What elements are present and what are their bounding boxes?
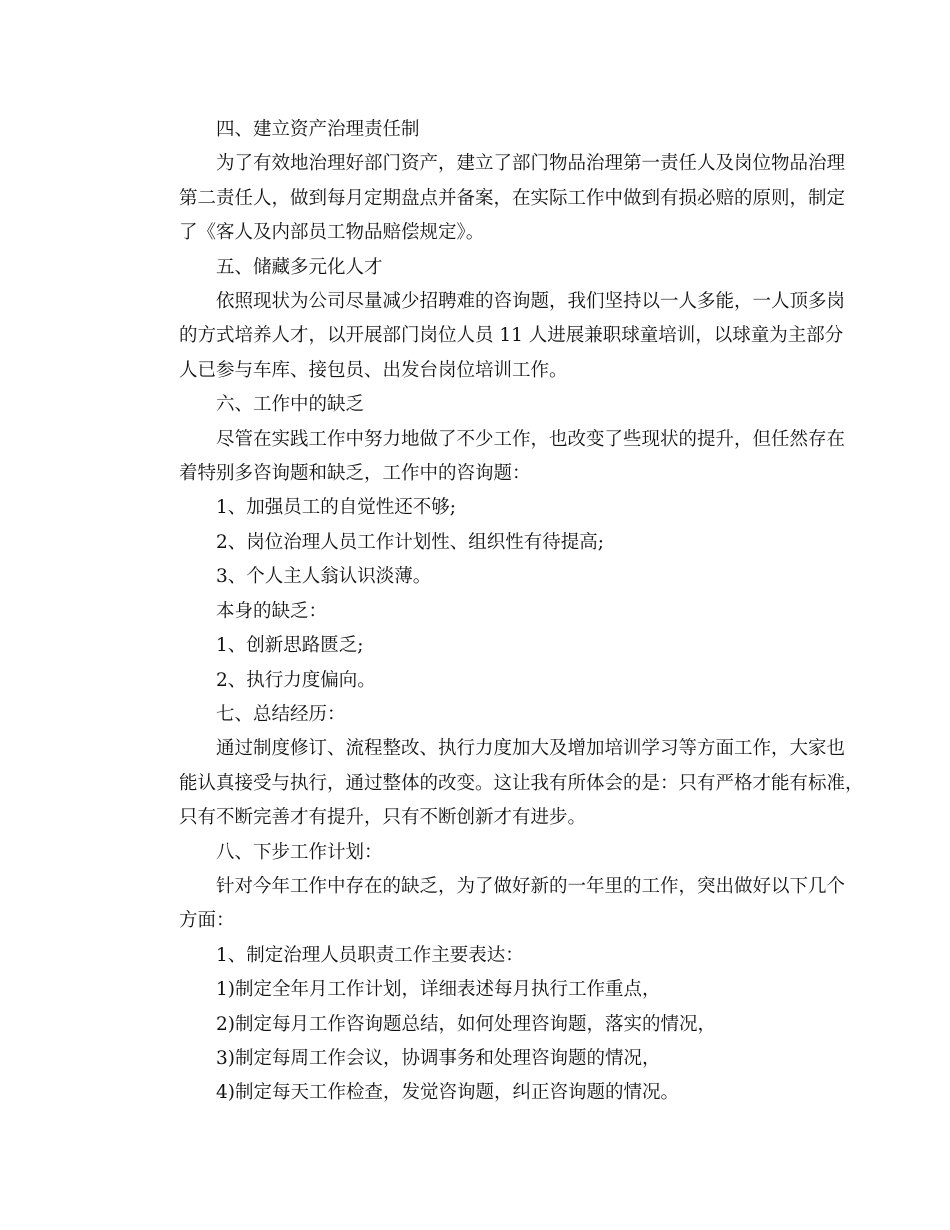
document-body <box>142 113 864 1111</box>
text-line: 通过制度修订、流程整改、执行力度加大及增加培训学习等方面工作，大家也 <box>216 738 846 760</box>
text-line: 为了有效地治理好部门资产，建立了部门物品治理第一责任人及岗位物品治理 <box>216 153 846 175</box>
list-item <box>142 526 827 560</box>
text-line: 第二责任人，做到每月定期盘点并备案，在实际工作中做到有损必赔的原则，制定 <box>179 187 846 209</box>
text-line: 了《客人及内部员工物品赔偿规定》。 <box>179 222 485 244</box>
text-line: 依照现状为公司尽量减少招聘难的咨询题，我们坚持以一人多能，一人顶多岗 <box>216 291 846 313</box>
sub-heading-self-shortcomings <box>142 595 827 629</box>
text-line: 针对今年工作中存在的缺乏，为了做好新的一年里的工作，突出做好以下几个 <box>216 875 846 897</box>
section-heading-6 <box>142 388 827 422</box>
text-line: 4)制定每天工作检查，发觉咨询题，纠正咨询题的情况。 <box>216 1082 679 1104</box>
section-heading-4 <box>142 113 827 147</box>
text-line: 八、下步工作计划： <box>216 841 383 863</box>
list-item <box>142 664 827 698</box>
text-line: 人已参与车库、接包员、出发台岗位培训工作。 <box>179 359 568 381</box>
paragraph-shortcomings <box>142 423 846 492</box>
text-line: 六、工作中的缺乏 <box>216 394 365 416</box>
text-line: 1、创新思路匮乏; <box>216 635 364 657</box>
list-item <box>142 1076 827 1110</box>
text-line: 2、执行力度偏向。 <box>216 669 376 691</box>
text-line: 方面： <box>179 910 235 932</box>
text-line: 着特别多咨询题和缺乏，工作中的咨询题： <box>179 463 531 485</box>
list-item <box>142 1042 827 1076</box>
text-line: 1、加强员工的自觉性还不够; <box>216 497 457 519</box>
list-item <box>142 560 827 594</box>
text-line: 能认真接受与执行，通过整体的改变。这让我有所体会的是：只有严格才能有标准， <box>179 772 864 794</box>
text-line: 本身的缺乏： <box>216 600 328 622</box>
text-line: 3、个人主人翁认识淡薄。 <box>216 566 432 588</box>
list-item <box>142 491 827 525</box>
section-heading-7 <box>142 698 827 732</box>
paragraph-experience-summary <box>142 732 864 835</box>
text-line: 2)制定每月工作咨询题总结，如何处理咨询题，落实的情况， <box>216 1013 716 1035</box>
text-line: 3)制定每周工作会议，协调事务和处理咨询题的情况， <box>216 1047 661 1069</box>
paragraph-asset-management <box>142 147 846 250</box>
text-line: 四、建立资产治理责任制 <box>216 119 420 140</box>
text-line: 尽管在实践工作中努力地做了不少工作，也改变了些现状的提升，但任然存在 <box>216 428 846 450</box>
list-item <box>142 629 827 663</box>
list-item <box>142 939 827 973</box>
text-line: 的方式培养人才，以开展部门岗位人员 11 人进展兼职球童培训，以球童为主部分 <box>179 325 844 347</box>
text-line: 五、储藏多元化人才 <box>216 256 383 278</box>
list-item <box>142 1008 827 1042</box>
text-line: 只有不断完善才有提升，只有不断创新才有进步。 <box>179 807 587 829</box>
list-item <box>142 973 827 1007</box>
section-heading-8 <box>142 836 827 870</box>
text-line: 1、制定治理人员职责工作主要表达： <box>216 944 524 966</box>
paragraph-talent-reserve <box>142 285 846 388</box>
text-line: 七、总结经历： <box>216 703 346 725</box>
text-line: 2、岗位治理人员工作计划性、组织性有待提高; <box>216 531 605 553</box>
paragraph-next-steps <box>142 870 846 939</box>
section-heading-5 <box>142 251 827 285</box>
text-line: 1)制定全年月工作计划，详细表述每月执行工作重点， <box>216 979 661 1001</box>
